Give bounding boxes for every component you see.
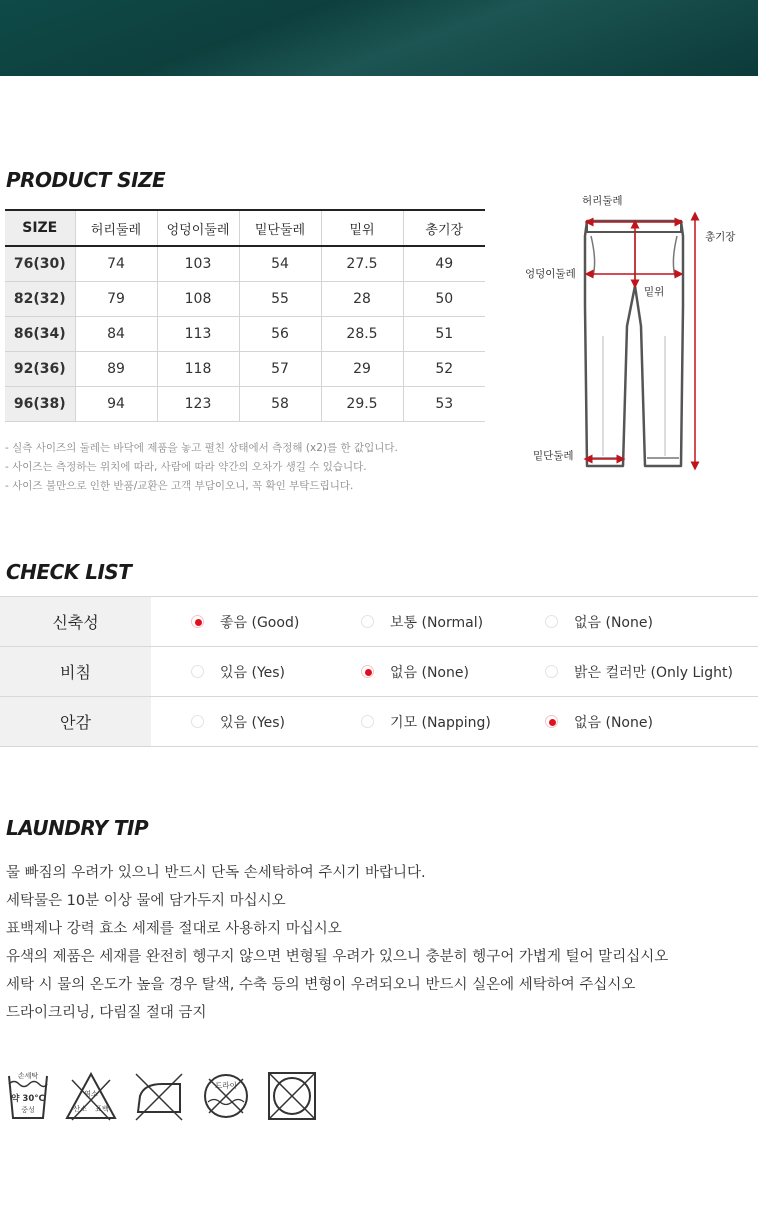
laundry-tip-line: 유색의 제품은 세재를 완전히 헹구지 않으면 변형될 우려가 있으니 충분히 헹구어 가볍게 털어 말리십시오 — [6, 949, 669, 965]
diagram-label-hem: 밑단둘레 — [533, 450, 574, 462]
radio-empty-icon — [361, 715, 374, 728]
size-cell: 76(30) — [5, 246, 75, 281]
no-iron-icon — [132, 1070, 186, 1122]
option-none — [545, 612, 758, 632]
option-label: 보통 (Normal) — [390, 614, 484, 631]
table-cell: 58 — [239, 386, 321, 421]
table-cell: 74 — [75, 246, 157, 281]
size-cell: 86(34) — [5, 316, 75, 351]
table-cell: 56 — [239, 316, 321, 351]
option-yes — [191, 712, 321, 732]
header-length: 총기장 — [403, 210, 485, 246]
check-row-sheerness — [0, 647, 758, 697]
option-label: 없음 (None) — [574, 714, 653, 731]
laundry-tip-line: 세탁 시 물의 온도가 높을 경우 탈색, 수축 등의 변형이 우려되오니 반드시 실온에 세탁하여 주십시오 — [6, 977, 636, 993]
check-list-title: CHECK LIST — [6, 560, 132, 584]
table-cell: 52 — [403, 351, 485, 386]
radio-selected-icon — [545, 715, 558, 728]
size-table-header-row — [5, 210, 485, 246]
care-text: 산소 — [73, 1105, 87, 1113]
care-text: 표백 — [95, 1105, 109, 1113]
table-row — [5, 281, 485, 316]
radio-empty-icon — [545, 615, 558, 628]
table-cell: 84 — [75, 316, 157, 351]
table-row — [5, 316, 485, 351]
header-waist: 허리둘레 — [75, 210, 157, 246]
table-cell: 29.5 — [321, 386, 403, 421]
table-cell: 108 — [157, 281, 239, 316]
table-cell: 28 — [321, 281, 403, 316]
size-table — [5, 209, 485, 422]
option-label: 있음 (Yes) — [220, 714, 286, 731]
radio-empty-icon — [191, 715, 204, 728]
check-row-label: 신축성 — [0, 597, 151, 647]
size-cell: 82(32) — [5, 281, 75, 316]
table-cell: 29 — [321, 351, 403, 386]
radio-selected-icon — [191, 615, 204, 628]
option-label: 없음 (None) — [574, 614, 653, 631]
option-none — [361, 662, 507, 682]
diagram-label-waist: 허리둘레 — [582, 195, 623, 207]
table-row — [5, 246, 485, 281]
table-cell: 51 — [403, 316, 485, 351]
table-cell: 55 — [239, 281, 321, 316]
top-banner-image — [0, 0, 758, 76]
option-label: 있음 (Yes) — [220, 664, 286, 681]
option-yes — [191, 662, 321, 682]
radio-empty-icon — [545, 665, 558, 678]
option-only-light — [545, 662, 758, 682]
radio-selected-icon — [361, 665, 374, 678]
table-cell: 89 — [75, 351, 157, 386]
table-cell: 123 — [157, 386, 239, 421]
radio-empty-icon — [361, 615, 374, 628]
size-note: - 사이즈 불만으로 인한 반품/교환은 고객 부담이오니, 꼭 확인 부탁드립니다. — [5, 480, 354, 492]
laundry-tip-line: 드라이크리닝, 다림질 절대 금지 — [6, 1005, 207, 1021]
size-note: - 사이즈는 측정하는 위치에 따라, 사람에 따라 약간의 오차가 생길 수 있습니다. — [5, 461, 367, 473]
care-text: 손세탁 — [17, 1072, 39, 1080]
table-cell: 113 — [157, 316, 239, 351]
care-label-icons — [6, 1070, 318, 1122]
no-bleach-icon — [64, 1070, 118, 1122]
laundry-tip-line: 세탁물은 10분 이상 물에 담가두지 마십시오 — [6, 893, 286, 909]
check-row-stretch — [0, 597, 758, 647]
no-dry-clean-icon — [200, 1070, 252, 1122]
header-hem: 밑단둘레 — [239, 210, 321, 246]
table-row — [5, 351, 485, 386]
table-cell: 54 — [239, 246, 321, 281]
table-cell: 79 — [75, 281, 157, 316]
table-cell: 103 — [157, 246, 239, 281]
table-row — [5, 386, 485, 421]
table-cell: 94 — [75, 386, 157, 421]
care-text: 드라이 — [215, 1081, 237, 1090]
table-cell: 118 — [157, 351, 239, 386]
check-row-label: 안감 — [0, 697, 151, 747]
laundry-tip-line: 표백제나 강력 효소 세제를 절대로 사용하지 마십시오 — [6, 921, 342, 937]
header-rise: 밑위 — [321, 210, 403, 246]
hand-wash-30c-icon — [6, 1070, 50, 1122]
table-cell: 28.5 — [321, 316, 403, 351]
check-list-table — [0, 596, 758, 747]
table-cell: 49 — [403, 246, 485, 281]
care-text: 염소 — [84, 1090, 98, 1098]
table-cell: 27.5 — [321, 246, 403, 281]
option-napping — [361, 712, 507, 732]
header-hip: 엉덩이둘레 — [157, 210, 239, 246]
table-cell: 53 — [403, 386, 485, 421]
header-size: SIZE — [5, 210, 75, 246]
product-size-title: PRODUCT SIZE — [6, 168, 166, 192]
check-row-label: 비침 — [0, 647, 151, 697]
check-row-lining — [0, 697, 758, 747]
radio-empty-icon — [191, 665, 204, 678]
option-label: 밝은 컬러만 (Only Light) — [574, 664, 733, 681]
size-cell: 96(38) — [5, 386, 75, 421]
size-cell: 92(36) — [5, 351, 75, 386]
option-good — [191, 612, 321, 632]
size-note: - 실측 사이즈의 둘레는 바닥에 제품을 놓고 펼친 상태에서 측정해 (x2)를 한 값입니다. — [5, 442, 398, 454]
care-text: 약 30°C — [11, 1094, 45, 1104]
option-label: 좋음 (Good) — [220, 614, 300, 631]
laundry-tip-list — [6, 859, 668, 1027]
diagram-label-rise: 밑위 — [644, 286, 665, 298]
option-normal — [361, 612, 507, 632]
table-cell: 57 — [239, 351, 321, 386]
table-cell: 50 — [403, 281, 485, 316]
care-text: 중성 — [21, 1106, 35, 1114]
no-tumble-dry-icon — [266, 1070, 318, 1122]
diagram-label-hip: 엉덩이둘레 — [525, 268, 576, 280]
option-label: 기모 (Napping) — [390, 714, 491, 731]
option-label: 없음 (None) — [390, 664, 469, 681]
laundry-tip-line: 물 빠짐의 우려가 있으니 반드시 단독 손세탁하여 주시기 바랍니다. — [6, 865, 426, 881]
pants-measurement-diagram — [515, 186, 755, 476]
option-none — [545, 712, 758, 732]
size-notes — [5, 439, 398, 496]
diagram-label-total-length: 총기장 — [705, 231, 736, 243]
laundry-tip-title: LAUNDRY TIP — [6, 816, 149, 840]
